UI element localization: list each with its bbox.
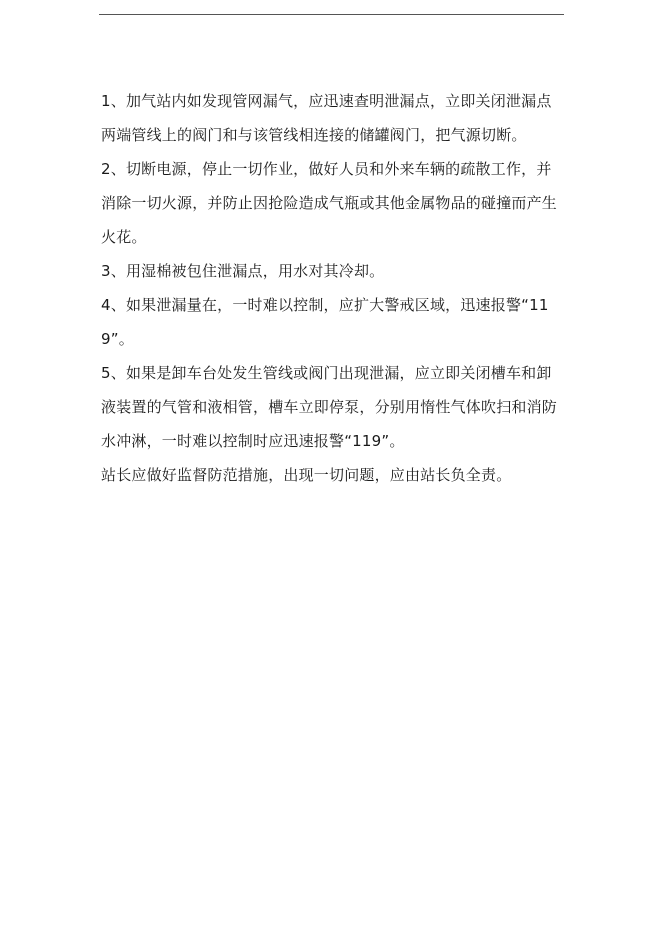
paragraph-step-4: 4、如果泄漏量在，一时难以控制，应扩大警戒区域，迅速报警“119”。 xyxy=(101,296,549,348)
paragraph-step-5: 5、如果是卸车台处发生管线或阀门出现泄漏，应立即关闭槽车和卸液装置的气管和液相管，槽车立即停泵，分别用惰性气体吹扫和消防水冲淋，一时难以控制时应迅速报警“119”。 xyxy=(101,364,558,450)
paragraph-step-1: 1、加气站内如发现管网漏气，应迅速查明泄漏点，立即关闭泄漏点两端管线上的阀门和与该管线相连接的储罐阀门，把气源切断。 xyxy=(101,92,552,144)
paragraph-step-3: 3、用湿棉被包住泄漏点，用水对其冷却。 xyxy=(101,262,385,280)
paragraph-responsibility: 站长应做好监督防范措施，出现一切问题，应由站长负全责。 xyxy=(101,466,512,484)
header-rule xyxy=(99,14,564,15)
document-body xyxy=(101,84,563,492)
paragraph-step-2: 2、切断电源，停止一切作业，做好人员和外来车辆的疏散工作，并消除一切火源，并防止因抢险造成气瓶或其他金属物品的碰撞而产生火花。 xyxy=(101,160,558,246)
